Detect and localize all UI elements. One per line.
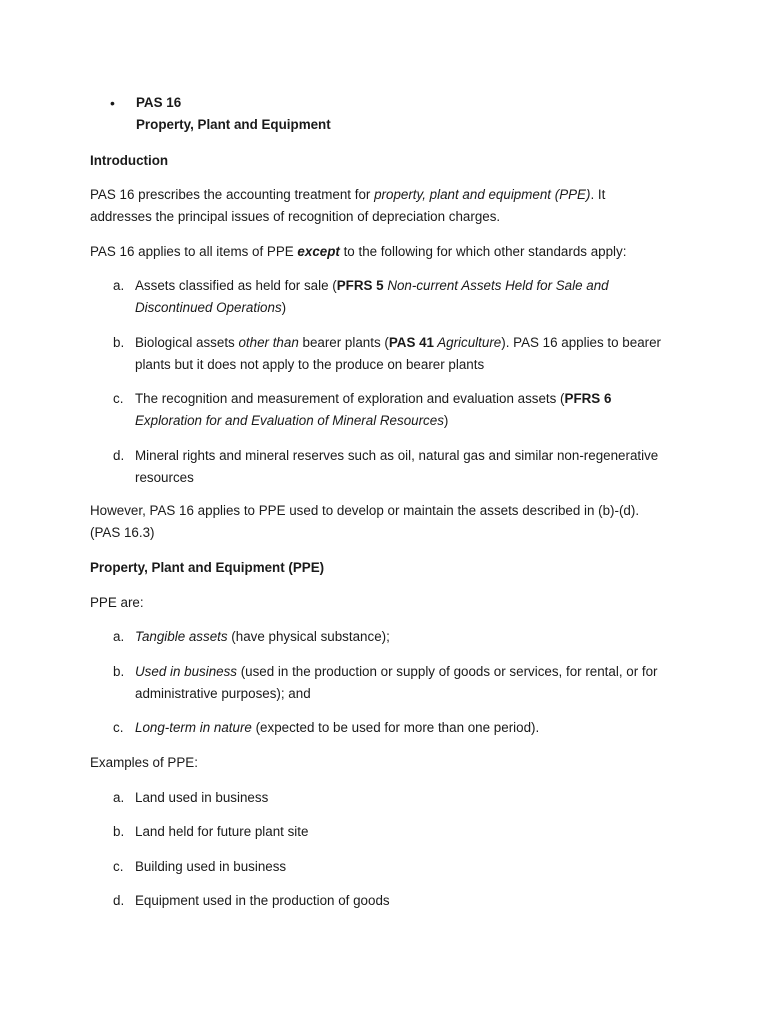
exception-c-text: The recognition and measurement of exploration and evaluation assets (	[135, 391, 565, 406]
intro-italic-term: property, plant and equipment (PPE)	[374, 187, 591, 202]
exception-c-close: )	[443, 413, 449, 428]
applies-emphasis: except	[297, 244, 340, 259]
standard-name: Property, Plant and Equipment	[136, 117, 331, 132]
standard-title	[136, 92, 536, 136]
however-paragraph	[90, 500, 690, 544]
examples-heading: Examples of PPE:	[90, 755, 198, 770]
ppe-item-b-term: Used in business	[135, 664, 237, 679]
intro-line-1	[90, 184, 690, 206]
standard-code: PAS 16	[136, 95, 182, 110]
exception-c-standard: PFRS 6	[564, 391, 612, 406]
ppe-item-c-term: Long-term in nature	[135, 720, 252, 735]
list-marker: c.	[113, 859, 124, 874]
ppe-item-b-line-2: administrative purposes); and	[135, 686, 311, 701]
list-marker: b.	[113, 664, 125, 679]
list-marker: c.	[113, 391, 124, 406]
exception-b-line-2: plants but it does not apply to the produce on bearer plants	[135, 357, 485, 372]
exception-b-mid: bearer plants (	[298, 335, 389, 350]
list-marker: b.	[113, 335, 125, 350]
exception-a-title-cont: Discontinued Operations	[135, 300, 282, 315]
applies-paragraph	[90, 241, 690, 263]
however-line-2: (PAS 16.3)	[90, 525, 155, 540]
ppe-item-a-desc: (have physical substance);	[227, 629, 390, 644]
exception-a-close: )	[281, 300, 287, 315]
exception-text	[135, 275, 680, 319]
exception-a-text: Assets classified as held for sale (	[135, 278, 337, 293]
intro-text-end: . It	[590, 187, 606, 202]
intro-text: PAS 16 prescribes the accounting treatment for	[90, 187, 375, 202]
list-marker: b.	[113, 824, 125, 839]
applies-text: PAS 16 applies to all items of PPE	[90, 244, 298, 259]
ppe-item-text	[135, 661, 680, 705]
exception-a-standard: PFRS 5	[336, 278, 384, 293]
ppe-item-a-term: Tangible assets	[135, 629, 228, 644]
exception-b-italic: other than	[238, 335, 299, 350]
example-text: Land used in business	[135, 790, 269, 805]
exception-b-title: Agriculture	[434, 335, 502, 350]
list-marker: c.	[113, 720, 124, 735]
list-marker: a.	[113, 790, 125, 805]
exception-text	[135, 332, 680, 376]
ppe-item-c-desc: (expected to be used for more than one period).	[251, 720, 540, 735]
exception-b-standard: PAS 41	[388, 335, 434, 350]
exception-text	[135, 445, 680, 489]
exception-a-title: Non-current Assets Held for Sale and	[383, 278, 609, 293]
example-text: Equipment used in the production of goods	[135, 893, 390, 908]
exception-d-line-1: Mineral rights and mineral reserves such as oil, natural gas and similar non-regenerative	[135, 448, 659, 463]
ppe-are-label: PPE are:	[90, 595, 144, 610]
exception-b-post: ). PAS 16 applies to bearer	[501, 335, 662, 350]
ppe-heading: Property, Plant and Equipment (PPE)	[90, 560, 325, 575]
bullet-dot: •	[110, 95, 115, 111]
exception-text	[135, 388, 680, 432]
example-text: Building used in business	[135, 859, 287, 874]
intro-line-2: addresses the principal issues of recognition of depreciation charges.	[90, 209, 501, 224]
list-marker: d.	[113, 893, 125, 908]
exception-b-text: Biological assets	[135, 335, 239, 350]
ppe-item-text	[135, 717, 680, 739]
ppe-item-b-desc: (used in the production or supply of goods or services, for rental, or for	[236, 664, 658, 679]
ppe-item-text	[135, 626, 680, 648]
however-line-1: However, PAS 16 applies to PPE used to develop or maintain the assets described in (b)-(d).	[90, 503, 640, 518]
introduction-paragraph	[90, 184, 690, 228]
list-marker: d.	[113, 448, 125, 463]
applies-text-end: to the following for which other standards apply:	[339, 244, 627, 259]
example-text: Land held for future plant site	[135, 824, 309, 839]
exception-d-line-2: resources	[135, 470, 194, 485]
list-marker: a.	[113, 278, 125, 293]
exception-c-title: Exploration for and Evaluation of Mineral Resources	[135, 413, 444, 428]
list-marker: a.	[113, 629, 125, 644]
introduction-heading: Introduction	[90, 153, 169, 168]
